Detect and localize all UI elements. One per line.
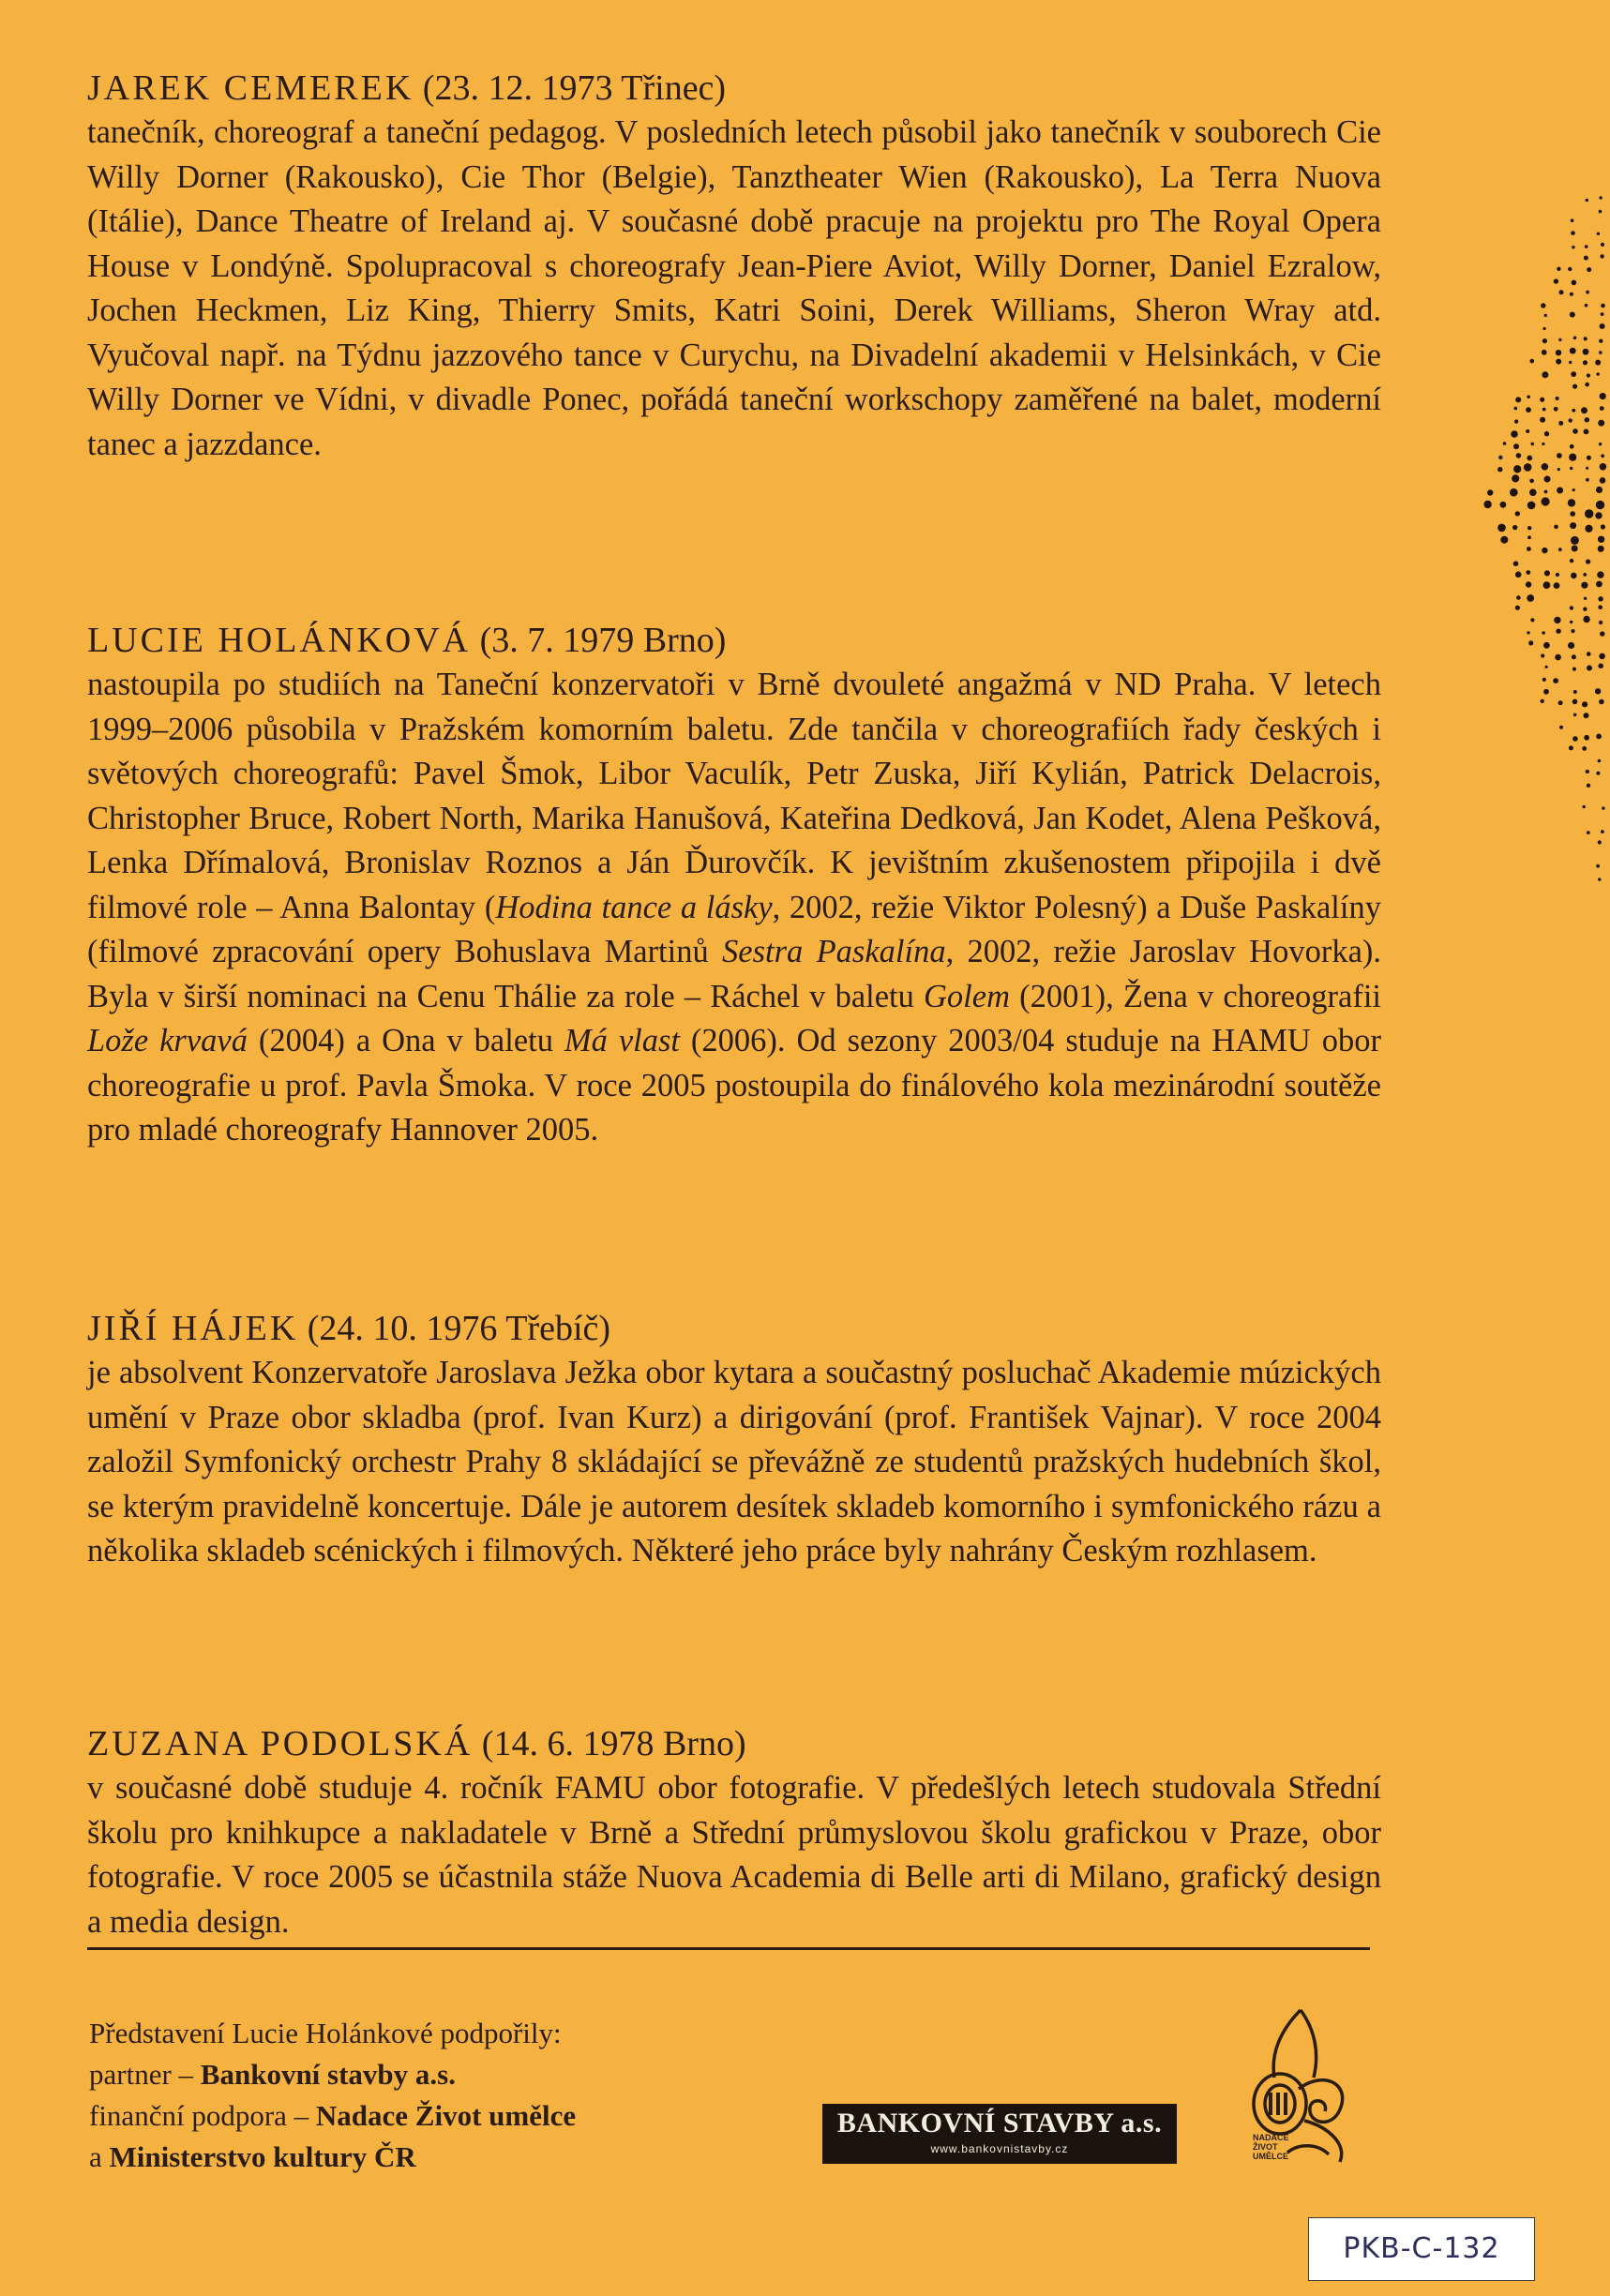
bio-text: tanečník, choreograf a taneční pedagog. V posledních letech působil jako tanečník v souborech Cie Willy Dorner (Rakousko), Cie Thor (Belgie), Tanztheater Wien (Rakousko), La Terra Nuova (Itálie), Dance Theatre of Ireland aj. V současné době pracuje na projektu pro The Royal Opera House v Londýně. Spolupracoval s choreografy Jean-Piere Aviot, Willy Dorner, Daniel Ezralow, Jochen Heckmen, Liz King, Thierry Smits, Katri Soini, Derek Williams, Sheron Wray atd. Vyučoval např. na Týdnu jazzového tance v Curychu, na Divadelní akademii v Helsinkách, v Cie Willy Dorner ve Vídni, v divadle Ponec, pořádá taneční workschopy zaměřené na balet, moderní tanec a jazzdance. — [87, 114, 1381, 462]
bio-name: ZUZANA PODOLSKÁ — [87, 1724, 474, 1763]
bio-text-segment: , 2002, režie Viktor Polesný) a Duše Paskalíny (filmové zpracování opery Bohuslava Martinů — [87, 889, 1381, 969]
ballet-title: Golem — [924, 978, 1010, 1014]
bio-zuzana-podolska — [87, 1721, 1381, 1944]
foundation-logo-text — [1253, 2133, 1289, 2161]
bio-jiri-hajek — [87, 1306, 1381, 1574]
ballet-title: Lože krvavá — [87, 1023, 248, 1058]
credits-funding-name: Nadace Život umělce — [315, 2099, 577, 2132]
archive-stamp: PKB-C-132 — [1308, 2217, 1535, 2281]
bank-logo-name: BANKOVNÍ STAVBY a.s. — [836, 2108, 1163, 2138]
bankovni-stavby-logo — [822, 2104, 1177, 2164]
bio-text-segment: (2004) a Ona v baletu — [247, 1023, 564, 1058]
bio-text-segment: (2006). Od sezony 2003/04 studuje na HAMU obor choreografie u prof. Pavla Šmoka. V roce 2005 postoupila do finálového kola mezinárodní soutěže pro mladé choreografy Hannover 2005. — [87, 1023, 1381, 1148]
credits-ministry-name: Ministerstvo kultury ČR — [109, 2140, 416, 2173]
divider-rule — [87, 1947, 1370, 1950]
bio-heading — [87, 1306, 1381, 1351]
film-title: Sestra Paskalína — [722, 934, 946, 969]
credits-funding-line — [89, 2095, 576, 2137]
bio-text-segment: (2001), Žena v choreografii — [1010, 978, 1381, 1014]
bank-logo-web: www.bankovnistavby.cz — [930, 2142, 1069, 2155]
credits-funding-label: finanční podpora – — [89, 2099, 316, 2132]
bio-text-segment: , 2002, režie Jaroslav Hovorka). Byla v širší nominaci na Cenu Thálie za role – Ráchel v baletu — [87, 934, 1382, 1014]
bio-birth-details: (24. 10. 1976 Třebíč) — [307, 1309, 611, 1348]
bio-heading — [87, 66, 1381, 111]
ballet-title: Má vlast — [564, 1023, 680, 1058]
credits-partner-name: Bankovní stavby a.s. — [200, 2058, 456, 2091]
bio-birth-details: (23. 12. 1973 Třinec) — [422, 68, 727, 108]
bio-jarek-cemerek — [87, 66, 1381, 467]
bio-name: JIŘÍ HÁJEK — [87, 1309, 299, 1348]
bio-name: LUCIE HOLÁNKOVÁ — [87, 621, 472, 660]
decorative-dot-pattern — [1449, 188, 1608, 919]
credits-intro: Představení Lucie Holánkové podpořily: — [89, 2017, 562, 2049]
bio-birth-details: (14. 6. 1978 Brno) — [481, 1724, 746, 1763]
bio-lucie-holankova — [87, 618, 1381, 1153]
bio-text: v současné době studuje 4. ročník FAMU obor fotografie. V předešlých letech studovala Střední školu pro knihkupce a nakladatele v Brně a Střední průmyslovou školu grafickou v Praze, obor fotografie. V roce 2005 se účastnila stáže Nuova Academia di Belle arti di Milano, grafický design a media design. — [87, 1770, 1381, 1940]
bio-heading — [87, 618, 1381, 663]
bio-name: JAREK CEMEREK — [87, 68, 414, 108]
film-title: Hodina tance a lásky — [495, 889, 773, 925]
credits-and-label: a — [89, 2140, 110, 2173]
bio-text: je absolvent Konzervatoře Jaroslava Ježka obor kytara a součastný posluchač Akademie múzických umění v Praze obor skladba (prof. Ivan Kurz) a dirigování (prof. František Vajnar). V roce 2004 založil Symfonický orchestr Prahy 8 skládající se převážně ze studentů pražských hudebních škol, se kterým pravidelně koncertuje. Dále je autorem desítek skladeb komorního i symfonického rázu a několika skladeb scénických i filmových. Některé jeho práce byly nahrány Českým rozhlasem. — [87, 1355, 1381, 1568]
bio-text-segment: nastoupila po studiích na Taneční konzervatoři v Brně dvouleté angažmá v ND Praha. V letech 1999–2006 působila v Pražském komorním baletu. Zde tančila v choreografiích řady českých i světových choreografů: Pavel Šmok, Libor Vaculík, Petr Zuska, Jiří Kylián, Patrick Delacrois, Christopher Bruce, Robert North, Marika Hanušová, Kateřina Dedková, Jan Kodet, Alena Pešková, Lenka Dřímalová, Bronislav Roznos a Ján Ďurovčík. K jevištním zkušenostem připojila i dvě filmové role – Anna Balontay ( — [87, 667, 1381, 925]
bio-birth-details: (3. 7. 1979 Brno) — [479, 621, 727, 660]
foundation-logo-line: ŽIVOT — [1253, 2142, 1278, 2152]
credits-partner-line — [89, 2054, 576, 2095]
sponsor-credits — [89, 2013, 576, 2178]
credits-partner-label: partner – — [89, 2058, 201, 2091]
foundation-logo-line: UMĚLCE — [1253, 2152, 1288, 2161]
bio-heading — [87, 1721, 1381, 1766]
bio-text — [87, 663, 1381, 1153]
nadace-zivot-umelce-logo — [1242, 2003, 1364, 2195]
credits-ministry-line — [89, 2137, 576, 2178]
foundation-logo-line: NADACE — [1253, 2133, 1289, 2142]
